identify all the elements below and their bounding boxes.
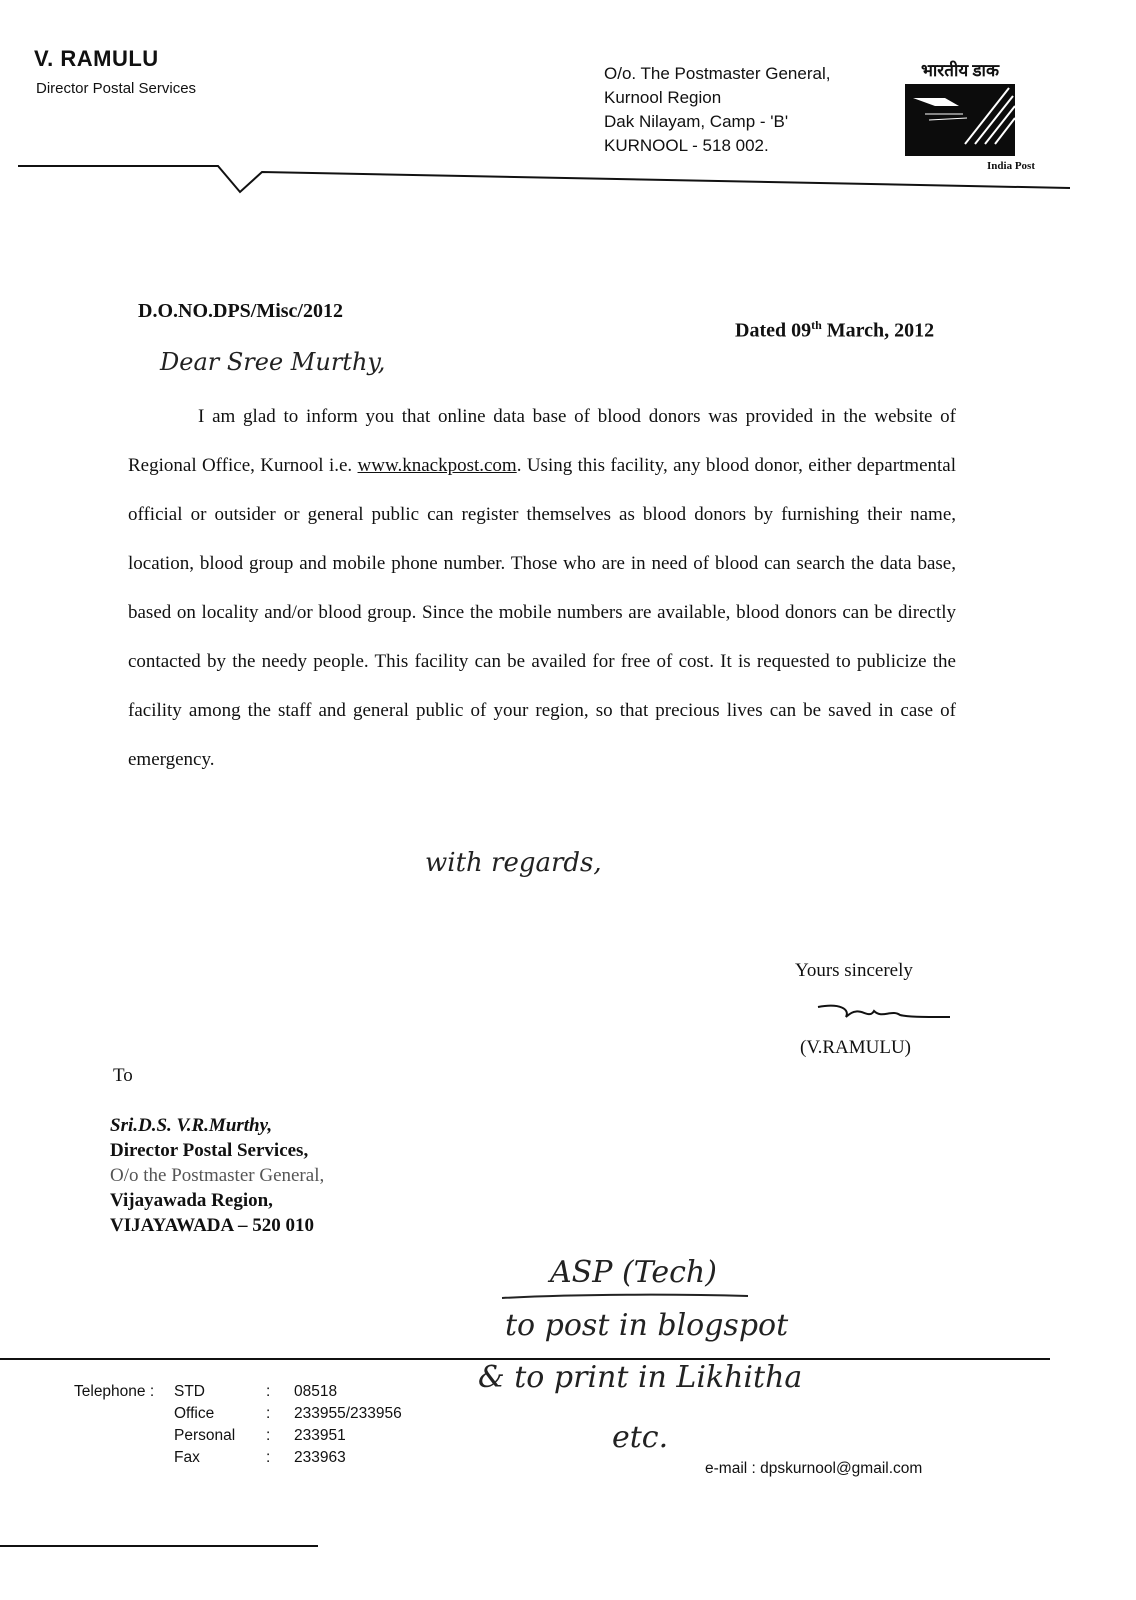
closing-line: Yours sincerely bbox=[795, 960, 913, 981]
phone-label: Personal bbox=[174, 1427, 236, 1444]
colon: : bbox=[266, 1449, 271, 1466]
colon: : bbox=[266, 1405, 271, 1422]
phone-value: 233951 bbox=[294, 1427, 346, 1444]
sender-title: Director Postal Services bbox=[36, 80, 197, 97]
bottom-divider bbox=[0, 1545, 318, 1547]
reference-number: D.O.NO.DPS/Misc/2012 bbox=[138, 300, 343, 322]
address-line: Kurnool Region bbox=[604, 88, 722, 107]
phone-value: 08518 bbox=[294, 1383, 338, 1400]
signatory-name: (V.RAMULU) bbox=[800, 1037, 912, 1058]
to-label: To bbox=[113, 1065, 133, 1086]
recipient-designation: Director Postal Services, bbox=[110, 1140, 309, 1161]
recipient-office: O/o the Postmaster General, bbox=[110, 1165, 325, 1186]
letter-body bbox=[128, 392, 956, 784]
telephone-block bbox=[74, 1383, 402, 1471]
body-part-1: I am glad to inform you that online data base of blood donors was provided in the website of Regional Office, Kurnool i.e. bbox=[128, 406, 956, 476]
logo-hindi-text: भारतीय डाक bbox=[920, 61, 1000, 80]
phone-label: Fax bbox=[174, 1449, 200, 1466]
colon: : bbox=[266, 1427, 271, 1444]
letter-date bbox=[735, 318, 934, 343]
note-underline bbox=[498, 1290, 758, 1304]
phone-value: 233955/233956 bbox=[294, 1405, 402, 1422]
recipient-city: VIJAYAWADA – 520 010 bbox=[110, 1215, 314, 1236]
recipient-region: Vijayawada Region, bbox=[110, 1190, 273, 1211]
phone-row bbox=[74, 1449, 402, 1471]
handwritten-note: & to print in Likhitha bbox=[478, 1360, 803, 1395]
handwritten-note: ASP (Tech) bbox=[550, 1255, 717, 1290]
address-line: Dak Nilayam, Camp - 'B' bbox=[604, 112, 789, 131]
date-suffix: th bbox=[811, 318, 822, 332]
address-line: KURNOOL - 518 002. bbox=[604, 136, 769, 155]
logo-mark-icon bbox=[905, 84, 1015, 156]
handwritten-note: to post in blogspot bbox=[505, 1308, 789, 1343]
handwritten-salutation: Dear Sree Murthy, bbox=[160, 348, 386, 376]
body-paragraph bbox=[128, 392, 956, 784]
signature-mark bbox=[810, 995, 960, 1035]
phone-row bbox=[74, 1383, 402, 1405]
phone-row bbox=[74, 1427, 402, 1449]
phone-label: Office bbox=[174, 1405, 215, 1422]
date-prefix: Dated 09 bbox=[735, 319, 812, 342]
email-address: e-mail : dpskurnool@gmail.com bbox=[705, 1460, 923, 1477]
body-part-2: . Using this facility, any blood donor, either departmental official or outsider or general public can register themselves as blood donors by furnishing their name, location, blood group and mobile phone number. Those who are in need of blood can search the data base, based on locality and/or blood group. Since the mobile numbers are available, blood donors can be directly contacted by the needy people. This facility can be availed for free of cost. It is requested to publicize the facility among the staff and general public of your region, so that precious lives can be saved in case of emergency. bbox=[128, 455, 956, 770]
recipient-address bbox=[110, 1113, 324, 1238]
date-rest: March, 2012 bbox=[821, 319, 935, 342]
footer-divider bbox=[0, 1358, 1050, 1360]
office-address bbox=[604, 62, 830, 158]
phone-row bbox=[74, 1405, 402, 1427]
colon: : bbox=[266, 1383, 271, 1400]
telephone-label: Telephone : bbox=[74, 1383, 155, 1400]
phone-value: 233963 bbox=[294, 1449, 346, 1466]
sender-name: V. RAMULU bbox=[34, 46, 159, 71]
logo-english-text: India Post bbox=[987, 160, 1035, 172]
phone-label: STD bbox=[174, 1383, 205, 1400]
header-divider bbox=[0, 150, 1136, 200]
recipient-name: Sri.D.S. V.R.Murthy, bbox=[110, 1115, 273, 1136]
website-link[interactable]: www.knackpost.com bbox=[357, 455, 517, 476]
handwritten-note: etc. bbox=[612, 1420, 669, 1455]
handwritten-regards: with regards, bbox=[425, 848, 602, 878]
address-line: O/o. The Postmaster General, bbox=[604, 64, 831, 83]
